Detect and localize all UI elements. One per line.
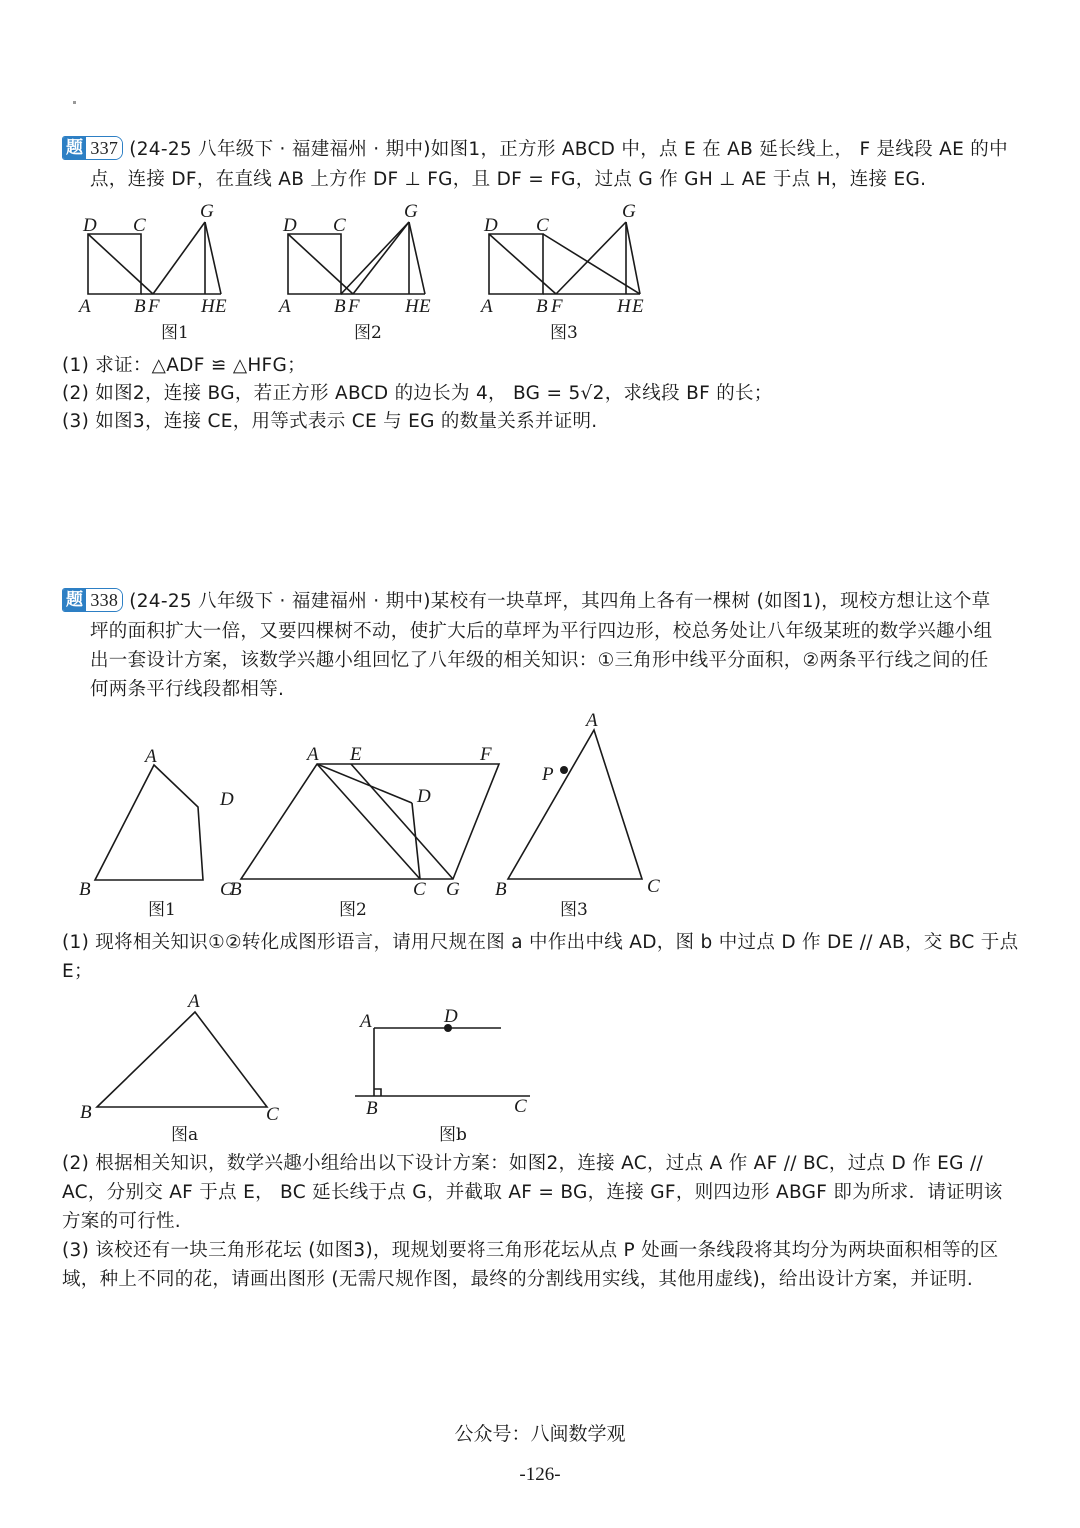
problem-337-header [62,136,1008,164]
svg-text:H: H [405,296,419,317]
question-3: (3) 如图3，连接 CE，用等式表示 CE 与 EG 的数量关系并证明. [62,411,598,432]
problem-337-figure-2 [270,195,470,345]
svg-text:B: B [536,296,548,317]
problem-338-header [62,588,990,616]
svg-text:F: F [551,296,563,317]
svg-text:C: C [647,876,660,897]
question-3-cont: 域，种上不同的花，请画出图形 (无需尺规作图，最终的分割线用实线，其他用虚线)，给出设计方案，并证明. [62,1269,973,1290]
svg-text:B: B [79,879,91,900]
svg-text:图b: 图b [439,1125,467,1145]
svg-text:G: G [404,201,418,222]
svg-text:C: C [413,879,426,900]
problem-badge [62,136,123,160]
svg-text:C: C [536,215,549,236]
svg-text:C: C [220,879,233,900]
svg-text:F: F [348,296,360,317]
svg-text:B: B [334,296,346,317]
question-1: (1) 求证：△ADF ≌ △HFG； [62,355,306,376]
question-2: (2) 根据相关知识，数学兴趣小组给出以下设计方案：如图2，连接 AC，过点 A 作 AF // BC，过点 D 作 EG // [62,1153,984,1174]
svg-text:D: D [484,215,498,236]
problem-badge [62,588,123,612]
svg-text:D: D [417,786,431,807]
problem-stem-line: 何两条平行线段都相等. [90,679,285,700]
svg-text:图2: 图2 [354,323,382,343]
problem-338-figures-row [70,705,670,925]
problem-source: (24-25 八年级下 · 福建福州 · 期中) [129,139,431,160]
svg-text:D: D [283,215,297,236]
svg-text:P: P [542,764,554,785]
svg-text:D: D [444,1006,458,1027]
svg-text:E: E [632,296,644,317]
problem-stem-line: 某校有一块草坪，其四角上各有一棵树 (如图1)，现校方想让这个草 [430,591,991,612]
svg-text:B: B [230,879,242,900]
problem-stem-line: 坪的面积扩大一倍，又要四棵树不动，使扩大后的草坪为平行四边形，校总务处让八年级某班的数学兴趣小组 [90,621,993,642]
question-1: (1) 现将相关知识①②转化成图形语言，请用尺规在图 a 中作出中线 AD，图 b 中过点 D 作 DE // AB，交 BC 于点 [62,932,1019,953]
question-2: (2) 如图2，连接 BG，若正方形 ABCD 的边长为 4， BG = 5√2，求线段 BF 的长； [62,383,773,404]
problem-337-figure-3 [470,195,670,345]
svg-text:B: B [134,296,146,317]
svg-text:D: D [83,215,97,236]
svg-text:G: G [200,201,214,222]
svg-text:C: C [133,215,146,236]
problem-stem-line: 出一套设计方案，该数学兴趣小组回忆了八年级的相关知识：①三角形中线平分面积，②两条平行线之间的任 [90,650,989,671]
problem-stem-line: 点，连接 DF，在直线 AB 上方作 DF ⊥ FG，且 DF = FG，过点 G 作 GH ⊥ AE 于点 H，连接 EG. [90,169,927,190]
svg-text:图3: 图3 [560,900,588,920]
svg-text:A: A [279,296,291,317]
footer-label: 公众号：八闽数学观 [454,1423,626,1445]
svg-text:D: D [220,789,234,810]
question-2-cont: AC，分别交 AF 于点 E， BC 延长线于点 G，并截取 AF = BG，连接 GF，则四边形 ABGF 即为所求．请证明该 [62,1182,1003,1203]
svg-text:H: H [617,296,631,317]
problem-source: (24-25 八年级下 · 福建福州 · 期中) [129,591,431,612]
svg-text:图2: 图2 [339,900,367,920]
svg-text:G: G [446,879,460,900]
svg-text:图3: 图3 [550,323,578,343]
svg-text:E: E [419,296,431,317]
svg-text:C: C [266,1104,279,1125]
svg-text:B: B [80,1102,92,1123]
svg-text:A: A [586,710,598,731]
svg-text:B: B [495,879,507,900]
badge-label: 题 [63,137,86,159]
page-number: -126- [519,1464,561,1485]
svg-text:E: E [215,296,227,317]
problem-number: 338 [86,589,122,611]
svg-text:A: A [307,744,319,765]
scan-speck [73,101,76,104]
svg-text:A: A [79,296,91,317]
svg-text:G: G [622,201,636,222]
svg-text:A: A [360,1011,372,1032]
svg-text:图1: 图1 [148,900,176,920]
svg-text:H: H [201,296,215,317]
svg-text:图a: 图a [171,1125,199,1145]
svg-text:A: A [481,296,493,317]
svg-text:图1: 图1 [161,323,189,343]
question-2-cont: 方案的可行性. [62,1211,181,1232]
problem-stem-line: 如图1，正方形 ABCD 中，点 E 在 AB 延长线上， F 是线段 AE 的中 [430,139,1008,160]
svg-text:A: A [188,991,200,1012]
problem-338-figures-ab [70,990,550,1150]
svg-text:B: B [366,1098,378,1119]
svg-text:E: E [350,744,362,765]
badge-label: 题 [63,589,86,611]
svg-text:C: C [333,215,346,236]
problem-number: 337 [86,137,122,159]
svg-text:F: F [148,296,160,317]
svg-text:C: C [514,1096,527,1117]
question-1-cont: E； [62,961,93,982]
svg-text:F: F [480,744,492,765]
svg-text:A: A [145,746,157,767]
question-3: (3) 该校还有一块三角形花坛 (如图3)，现规划要将三角形花坛从点 P 处画一条线段将其均分为两块面积相等的区 [62,1240,999,1261]
